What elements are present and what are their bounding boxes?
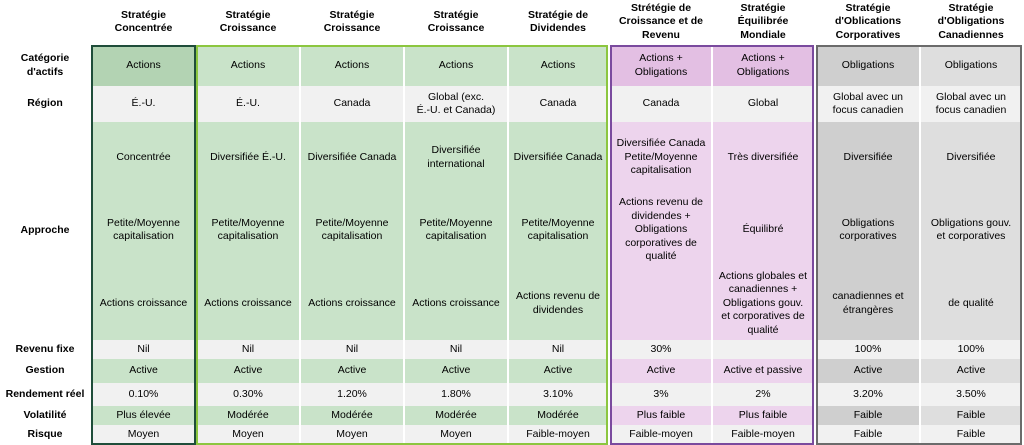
table-cell: Faible <box>921 406 1021 425</box>
table-cell: Actions <box>301 45 403 86</box>
table-cell: Global avec un focus canadien <box>817 86 919 122</box>
column-header: Stratégie d'Obligations Canadiennes <box>937 1 1005 41</box>
table-cell: Active <box>92 359 195 383</box>
table-cell: Obligations gouv. et corporatives <box>921 193 1021 267</box>
table-cell: Très diversifiée <box>713 122 813 193</box>
table-cell: 1.20% <box>301 383 403 406</box>
table-cell: 3% <box>611 383 711 406</box>
table-cell: Diversifiée <box>817 122 919 193</box>
table-cell: Active <box>611 359 711 383</box>
table-cell: Actions <box>405 45 507 86</box>
table-cell: 1.80% <box>405 383 507 406</box>
table-cell: Obligations <box>817 45 919 86</box>
table-cell: Nil <box>405 340 507 359</box>
table-cell: Active <box>301 359 403 383</box>
table-cell: Actions revenu de dividendes <box>509 267 607 340</box>
table-cell: Active et passive <box>713 359 813 383</box>
table-cell: Actions revenu de dividendes + Obligations corporatives de qualité <box>611 193 711 267</box>
table-cell: Actions croissance <box>92 267 195 340</box>
table-cell: Actions globales et canadiennes + Obligations gouv. et corporatives de qualité <box>713 267 813 340</box>
table-cell: 0.10% <box>92 383 195 406</box>
table-cell: Petite/Moyenne capitalisation <box>509 193 607 267</box>
column-header: Strétégie de Croissance et de Revenu <box>618 1 704 41</box>
table-cell: 2% <box>713 383 813 406</box>
table-cell: Canada <box>611 86 711 122</box>
table-cell: Modérée <box>301 406 403 425</box>
table-cell: 3.20% <box>817 383 919 406</box>
table-cell: É.-U. <box>197 86 299 122</box>
table-cell: Modérée <box>197 406 299 425</box>
table-cell: Moyen <box>197 425 299 445</box>
table-cell: Diversifiée Canada Petite/Moyenne capitalisation <box>611 122 711 193</box>
table-cell: Faible <box>921 425 1021 445</box>
table-cell: Actions + Obligations <box>611 45 711 86</box>
table-cell: Faible-moyen <box>713 425 813 445</box>
table-cell: Plus faible <box>713 406 813 425</box>
table-cell: Obligations corporatives <box>817 193 919 267</box>
table-cell: Actions croissance <box>301 267 403 340</box>
table-cell: Canada <box>509 86 607 122</box>
column-header: Stratégie Croissance <box>219 8 277 34</box>
table-cell: canadiennes et étrangères <box>817 267 919 340</box>
table-cell: Petite/Moyenne capitalisation <box>197 193 299 267</box>
table-cell: Active <box>921 359 1021 383</box>
row-label-risque: Risque <box>27 428 63 441</box>
table-cell: Plus faible <box>611 406 711 425</box>
table-cell: Actions <box>197 45 299 86</box>
table-cell: Active <box>197 359 299 383</box>
row-label-approche: Approche <box>20 224 70 237</box>
table-cell: Diversifiée É.-U. <box>197 122 299 193</box>
table-cell <box>611 267 711 340</box>
table-cell: 100% <box>817 340 919 359</box>
table-cell: Modérée <box>509 406 607 425</box>
table-cell: Faible <box>817 406 919 425</box>
table-cell: Nil <box>509 340 607 359</box>
table-cell: Actions croissance <box>197 267 299 340</box>
column-header: Stratégie Concentrée <box>114 8 173 34</box>
table-cell: Faible <box>817 425 919 445</box>
table-cell: Faible-moyen <box>509 425 607 445</box>
row-label-gestion: Gestion <box>25 364 65 377</box>
table-cell: Actions <box>92 45 195 86</box>
table-cell: Diversifiée international <box>405 122 507 193</box>
table-cell: Actions croissance <box>405 267 507 340</box>
table-cell: Moyen <box>301 425 403 445</box>
table-cell: Nil <box>197 340 299 359</box>
table-cell: 3.10% <box>509 383 607 406</box>
table-cell: 30% <box>611 340 711 359</box>
table-cell: 0.30% <box>197 383 299 406</box>
row-label-region: Région <box>27 97 63 110</box>
table-cell: Concentrée <box>92 122 195 193</box>
table-cell: Moyen <box>92 425 195 445</box>
table-cell: Global <box>713 86 813 122</box>
table-cell: Faible-moyen <box>611 425 711 445</box>
table-cell: Équilibré <box>713 193 813 267</box>
table-cell: Nil <box>92 340 195 359</box>
table-cell: de qualité <box>921 267 1021 340</box>
row-label-revenu: Revenu fixe <box>15 342 75 355</box>
table-cell: Plus élevée <box>92 406 195 425</box>
table-cell: Active <box>509 359 607 383</box>
table-cell: Nil <box>301 340 403 359</box>
table-cell: Actions + Obligations <box>713 45 813 86</box>
table-cell: Petite/Moyenne capitalisation <box>405 193 507 267</box>
row-label-rendement: Rendement réel <box>5 387 85 400</box>
table-cell: 3.50% <box>921 383 1021 406</box>
table-cell: Modérée <box>405 406 507 425</box>
table-cell: 100% <box>921 340 1021 359</box>
table-cell: Diversifiée Canada <box>301 122 403 193</box>
table-cell: Actions <box>509 45 607 86</box>
column-header: Stratégie d'Oblications Corporatives <box>834 1 902 41</box>
table-cell: Moyen <box>405 425 507 445</box>
table-cell: É.-U. <box>92 86 195 122</box>
column-header: Stratégie Équilibrée Mondiale <box>737 1 789 41</box>
table-cell: Petite/Moyenne capitalisation <box>301 193 403 267</box>
table-cell: Active <box>817 359 919 383</box>
table-cell: Global avec un focus canadien <box>921 86 1021 122</box>
row-label-categorie: Catégorie d'actifs <box>20 52 70 78</box>
column-header: Stratégie Croissance <box>427 8 485 34</box>
table-cell <box>713 340 813 359</box>
column-header: Stratégie Croissance <box>323 8 381 34</box>
row-label-volatilite: Volatilité <box>23 408 67 421</box>
table-cell: Active <box>405 359 507 383</box>
table-cell: Diversifiée <box>921 122 1021 193</box>
table-cell: Petite/Moyenne capitalisation <box>92 193 195 267</box>
table-cell: Global (exc. É.-U. et Canada) <box>405 86 507 122</box>
table-cell: Diversifiée Canada <box>509 122 607 193</box>
column-header: Stratégie de Dividendes <box>527 8 589 34</box>
table-cell: Canada <box>301 86 403 122</box>
table-cell: Obligations <box>921 45 1021 86</box>
